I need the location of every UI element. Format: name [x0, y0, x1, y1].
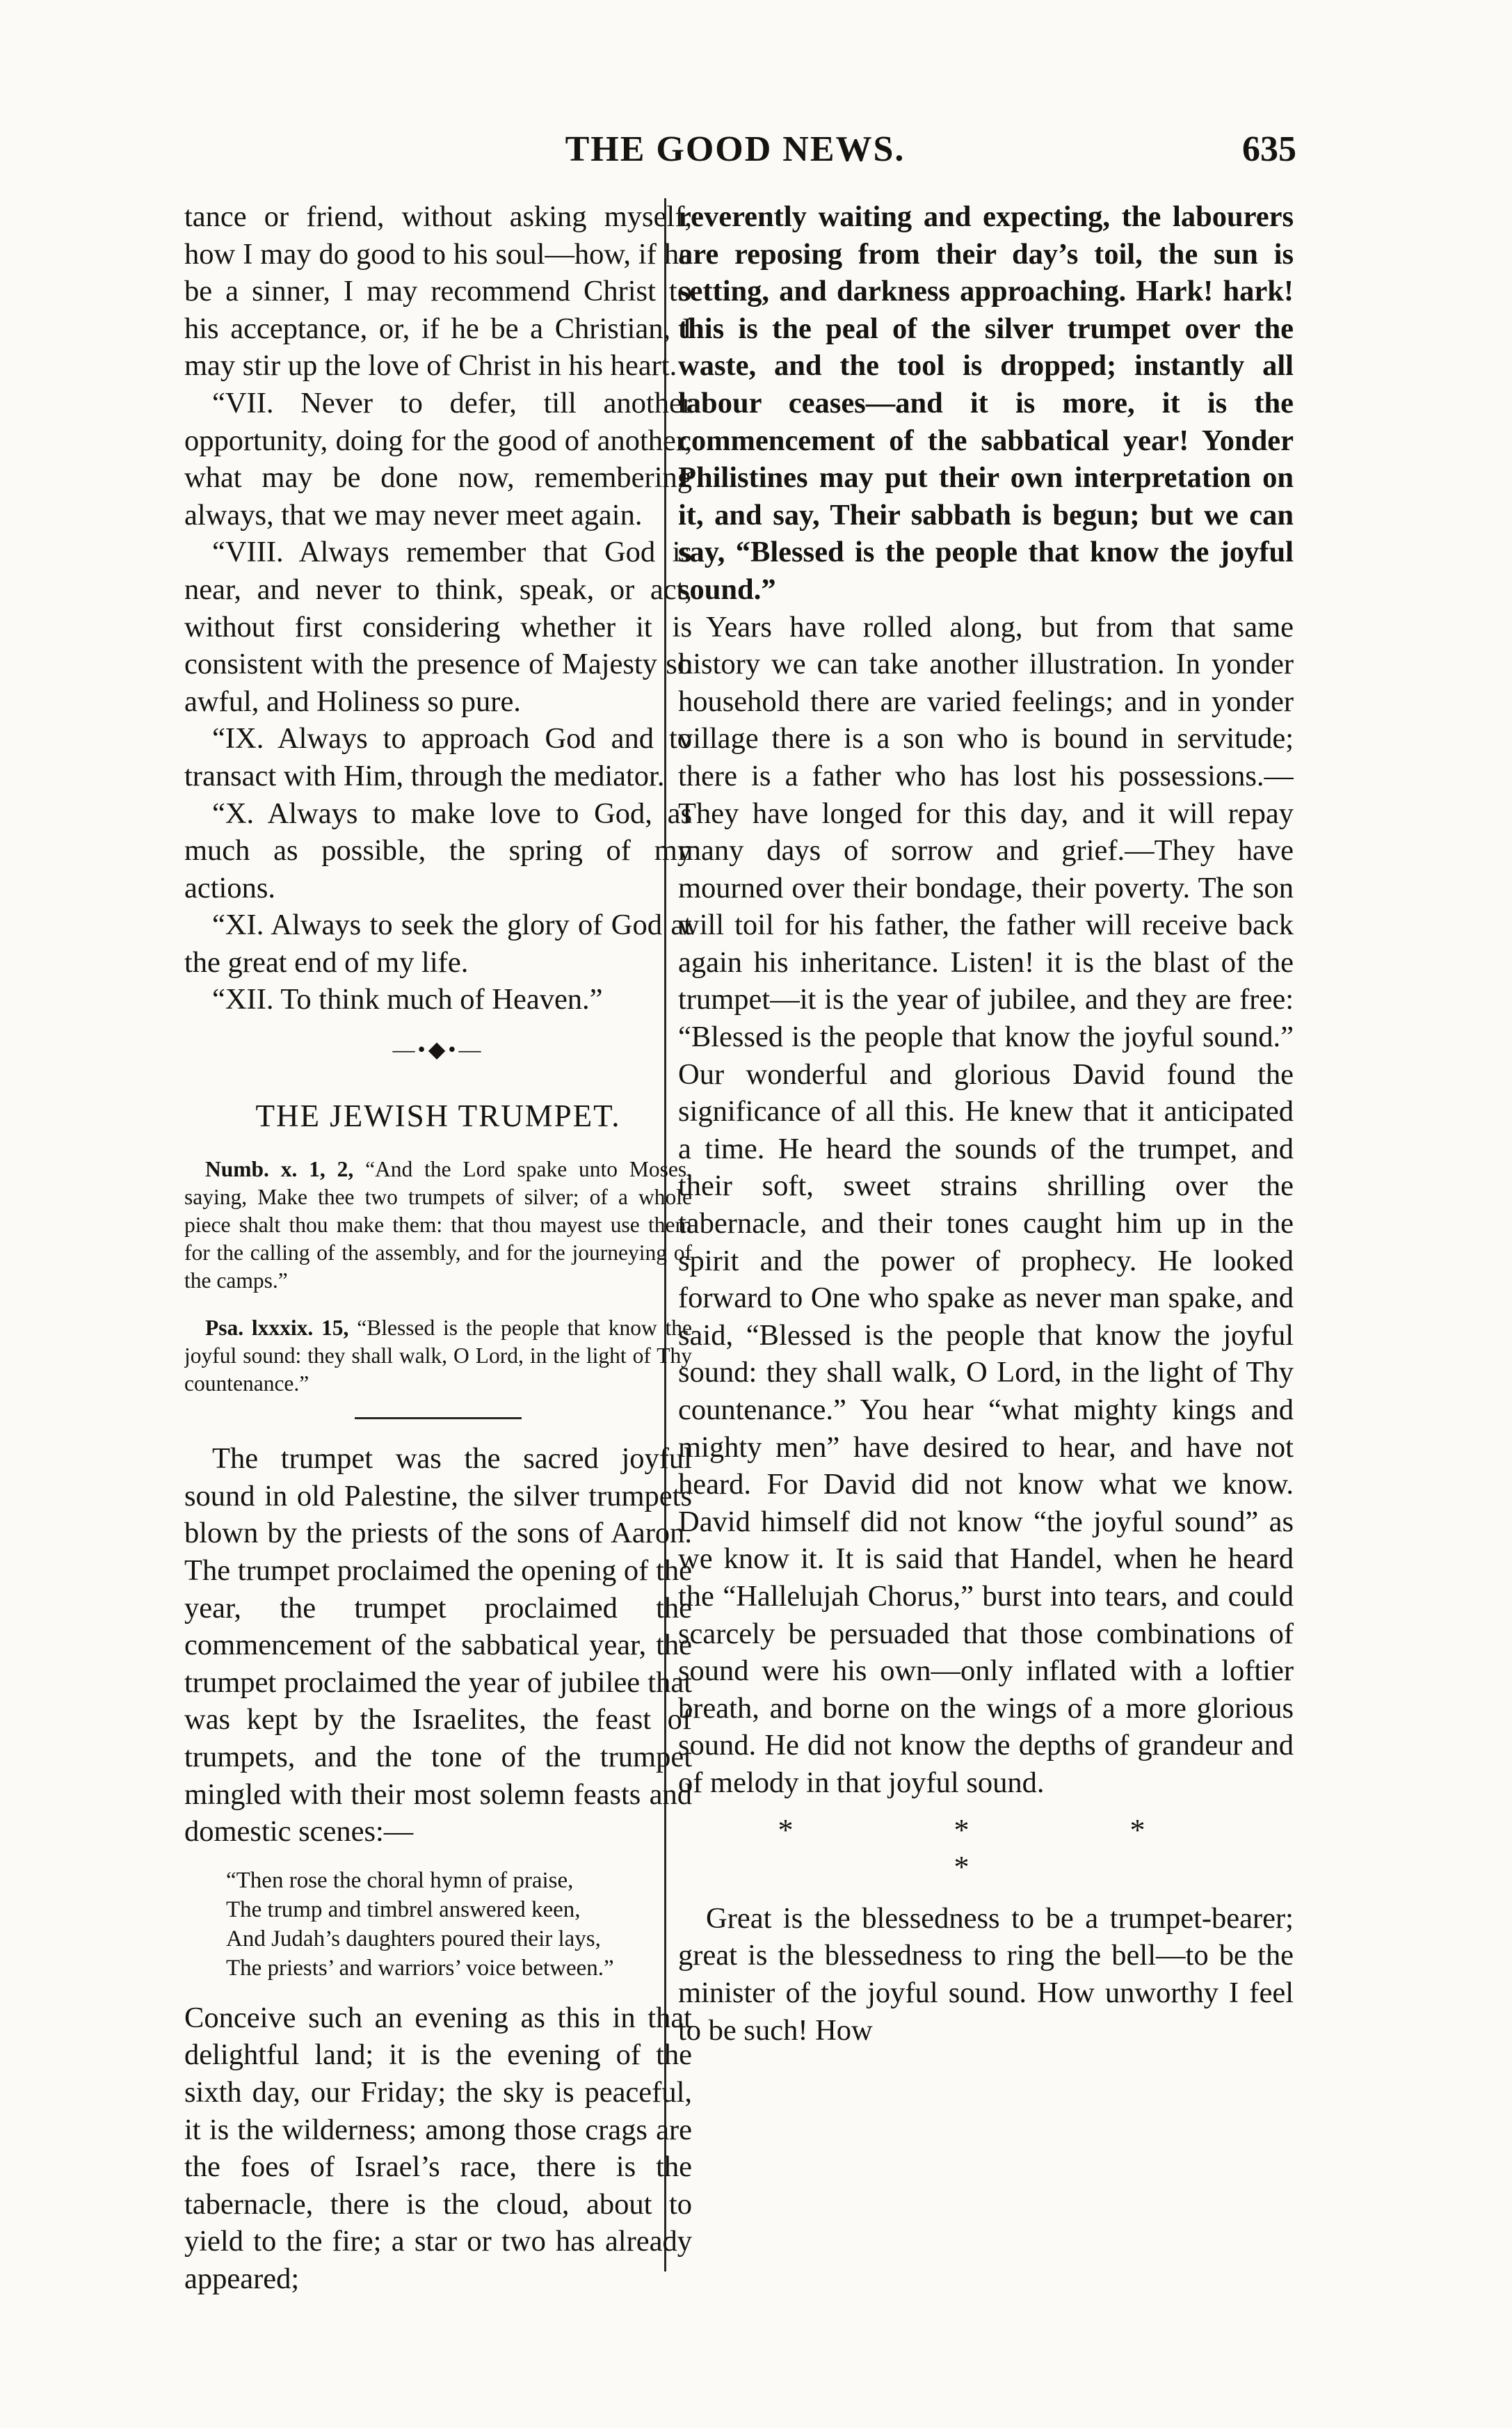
verse-line: The priests’ and warriors’ voice between.”: [226, 1955, 614, 1981]
closing-paragraph: Conceive such an evening as this in that delightful land; it is the evening of the sixth day, our Friday; the sky is peaceful, it is the wilderness; among those crags are the foes of Israel’s race, there is the tabernacle, there is the cloud, about to yield to the fire; a star or two has already appeared;: [184, 2001, 692, 2295]
section-title: THE JEWISH TRUMPET.: [255, 1098, 621, 1133]
resolution-viii: “VIII. Always remember that God is near, and never to think, speak, or act, without first considering whether it is consistent with the presence of Majesty so awful, and Holiness so pure.: [184, 536, 692, 718]
epigraph-psalms: [184, 1314, 692, 1398]
epigraph-psalms-reference: Psa. lxxxix. 15,: [205, 1316, 349, 1341]
intro-paragraph: tance or friend, without asking myself, how I may do good to his soul—how, if he be a sinner, I may recommend Christ to his acceptance, or, if he be a Christian, I may stir up the love of Christ in his heart.: [184, 200, 692, 383]
epigraph-numbers: [184, 1156, 692, 1295]
resolution-x: “X. Always to make love to God, as much as possible, the spring of my actions.: [184, 797, 692, 904]
resolution-vii: “VII. Never to defer, till another opportunity, doing for the good of another, what may be done now, remembering always, that we may never meet again.: [184, 386, 692, 532]
right-column: [678, 198, 1294, 2299]
verse-line: And Judah’s daughters poured their lays,: [226, 1926, 601, 1951]
resolution-xii: “XII. To think much of Heaven.”: [212, 983, 603, 1016]
quoted-verse: [226, 1866, 692, 1983]
epigraph-divider: [355, 1417, 522, 1419]
page-number: 635: [1242, 129, 1296, 169]
verse-line: “Then rose the choral hymn of praise,: [226, 1867, 574, 1893]
left-column: [184, 198, 692, 2299]
right-paragraph-1: reverently waiting and expecting, the labourers are reposing from their day’s toil, the sun is setting, and darkness approaching. Hark! hark! this is the peal of the silver trumpet over the waste, and the tool is dropped; instantly all labour ceases—and it is more, it is the commencement of the sabbatical year! Yonder Philistines may put their own interpretation on it, and say, Their sabbath is begun; but we can say, “Blessed is the people that know the joyful sound.”: [678, 200, 1294, 606]
epigraph-numbers-reference: Numb. x. 1, 2,: [205, 1157, 354, 1182]
right-paragraph-3: Great is the blessedness to be a trumpet-bearer; great is the blessedness to ring the bell—to be the minister of the joyful sound. How unworthy I feel to be such! How: [678, 1901, 1294, 2047]
page-header: [174, 129, 1296, 177]
running-title: THE GOOD NEWS.: [565, 129, 906, 169]
right-paragraph-2: Years have rolled along, but from that same history we can take another illustration. In yonder household there are varied feelings; and in yonder village there is a son who is bound in servitude; there is a father who has lost his possessions.—They have longed for this day, and it will repay many days of sorrow and grief.—They have mourned over their bondage, their poverty. The son will toil for his father, the father will receive back again his inheritance. Listen! it is the blast of the trumpet—it is the year of jubilee, and they are free: “Blessed is the people that know the joyful sound.” Our wonderful and glorious David found the significance of all this. He knew that it anticipated a time. He heard the sounds of the trumpet, and their soft, sweet strains shrilling over the tabernacle, and their tones caught him up in the spirit and the power of prophecy. He looked forward to One who spake as never man spake, and said, “Blessed is the people that know the joyful sound: they shall walk, O Lord, in the light of Thy countenance.” You hear “what mighty kings and mighty men” have desired to hear, and have not heard. For David did not know what we know. David himself did not know “the joyful sound” as we know it. It is said that Handel, when he heard the “Hallelujah Chorus,” burst into tears, and could scarcely be persuaded that those combinations of sound were his own—only inflated with a loftier breath, and borne on the wings of a more glorious sound. He did not know the depths of grandeur and of melody in that joyful sound.: [678, 610, 1294, 1799]
body-paragraph: The trumpet was the sacred joyful sound in old Palestine, the silver trumpets blown by the priests of the sons of Aaron. The trumpet proclaimed the opening of the year, the trumpet proclaimed the commencement of the sabbatical year, the trumpet proclaimed the year of jubilee that was kept by the Israelites, the feast of trumpets, and the tone of the trumpet mingled with their most solemn feasts and domestic scenes:—: [184, 1442, 692, 1848]
resolution-xi: “XI. Always to seek the glory of God at the great end of my life.: [184, 909, 692, 979]
verse-line: The trump and timbrel answered keen,: [226, 1896, 581, 1922]
resolution-ix: “IX. Always to approach God and to transact with Him, through the mediator.: [184, 722, 692, 792]
epigraph-numbers-text: “And the Lord spake unto Moses, saying, Make thee two trumpets of silver; of a whole piece shalt thou make them: that thou mayest use them for the calling of the assembly, and for the journeying of the camps.”: [184, 1157, 692, 1293]
section-break-stars: * * * *: [778, 1812, 1222, 1885]
section-ornament: —•◆•—: [392, 1037, 484, 1062]
epigraph-psalms-text: “Blessed is the people that know the joyful sound: they shall walk, O Lord, in the light of Thy countenance.”: [184, 1316, 692, 1396]
